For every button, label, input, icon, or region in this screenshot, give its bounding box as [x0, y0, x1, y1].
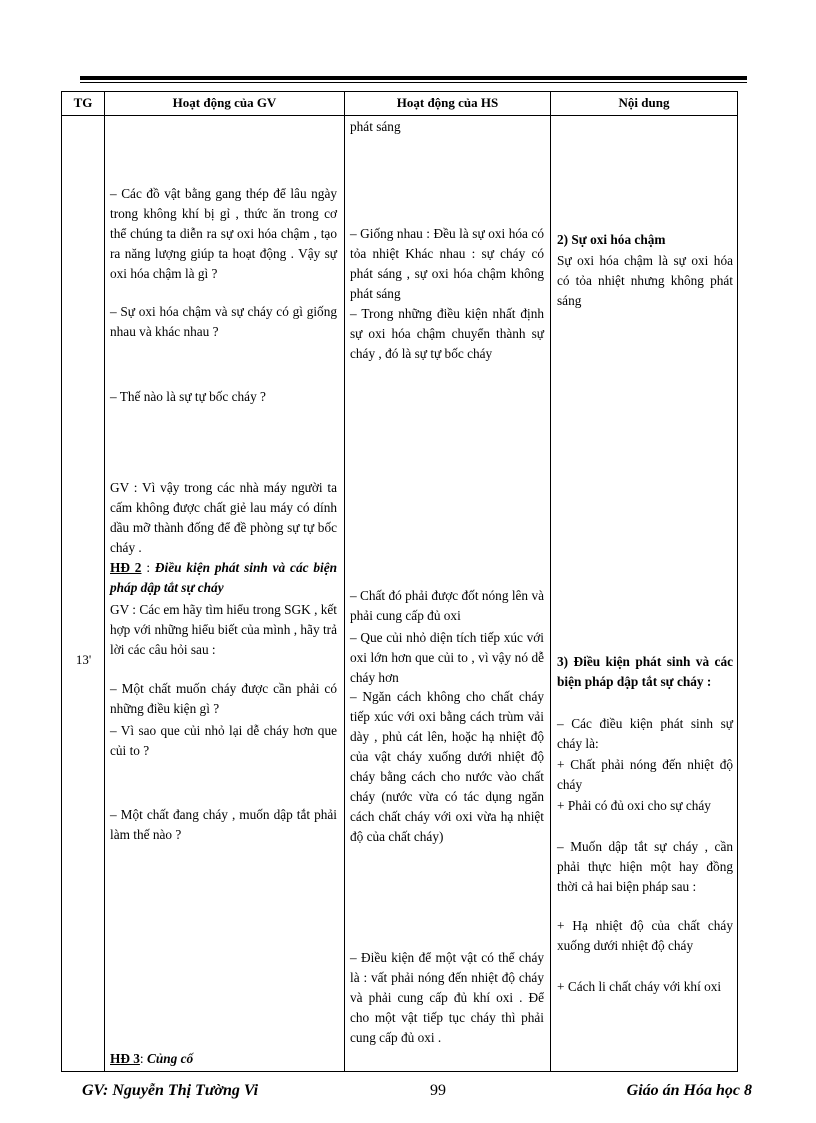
nd-p3f: + Cách li chất cháy với khí oxi [557, 979, 722, 994]
header-rule-thin [80, 82, 747, 83]
hs-p3: – Chất đó phải được đốt nóng lên và phải cung cấp đủ oxi [350, 588, 544, 623]
hs-p1: – Giống nhau : Đều là sự oxi hóa có tỏa nhiệt Khác nhau : sự cháy có phát sáng , sự oxi hóa chậm không phát sáng [350, 226, 544, 301]
lesson-table [61, 91, 738, 1072]
hs-p4: – Que củi nhỏ diện tích tiếp xúc với oxi lớn hơn que củi to , vì vậy nó dễ cháy hơn [350, 630, 544, 685]
hs-p6: – Điều kiện để một vật có thể cháy là : vất phải nóng đến nhiệt độ cháy và phải cung cấp đủ khí oxi . Để cho một vật tiếp tục cháy thì phải cung cấp đủ oxi . [350, 950, 544, 1045]
gv-p1: – Các đồ vật bằng gang thép để lâu ngày trong không khí bị gỉ , thức ăn trong cơ thể chúng ta diễn ra sự oxi hóa chậm , tạo ra năng lượng giúp ta hoạt động . Vậy sự oxi hóa chậm là gì ? [110, 186, 337, 281]
gv-p3: – Thế nào là sự tự bốc cháy ? [110, 389, 266, 404]
nd-p3a: – Các điều kiện phát sinh sự cháy là: [557, 716, 733, 751]
nd-h3: 3) Điều kiện phát sinh và các biện pháp dập tắt sự cháy : [557, 654, 733, 689]
footer-author: GV: Nguyễn Thị Tường Vi [82, 1082, 259, 1099]
footer-subject: Giáo án Hóa học 8 [626, 1082, 752, 1099]
nd-p2: Sự oxi hóa chậm là sự oxi hóa có tỏa nhiệt nhưng không phát sáng [557, 253, 733, 308]
nd-h2: 2) Sự oxi hóa chậm [557, 232, 666, 247]
hs-p0: phát sáng [350, 119, 401, 134]
header-divider [62, 115, 737, 116]
gv-hd2 [110, 558, 337, 598]
gv-p2: – Sự oxi hóa chậm và sự cháy có gì giống nhau và khác nhau ? [110, 304, 337, 339]
nd-p3d: – Muốn dập tắt sự cháy , cần phải thực hiện một hay đồng thời cả hai biện pháp sau : [557, 839, 733, 894]
tg-value: 13' [75, 652, 92, 667]
col-divider-2 [344, 92, 345, 1071]
nd-p3b: + Chất phải nóng đến nhiệt độ cháy [557, 757, 733, 792]
page-number: 99 [430, 1082, 446, 1099]
hd2-title: Điều kiện phát sinh và các biện pháp dập tắt sự cháy [110, 560, 338, 595]
col-divider-3 [550, 92, 551, 1071]
header-hs: Hoạt động của HS [396, 95, 499, 110]
hd3-label: HĐ 3 [110, 1051, 140, 1066]
nd-p3c: + Phải có đủ oxi cho sự cháy [557, 798, 711, 813]
header-rule-thick [80, 76, 747, 80]
gv-hd3 [110, 1049, 337, 1069]
header-nd: Nội dung [618, 95, 670, 110]
gv-p7: – Vì sao que củi nhỏ lại dễ cháy hơn que củi to ? [110, 723, 337, 758]
header-gv: Hoạt động của GV [172, 95, 277, 110]
hs-p2: – Trong những điều kiện nhất định sự oxi hóa chậm chuyển thành sự cháy , đó là sự tự bốc cháy [350, 306, 544, 361]
gv-p5: GV : Các em hãy tìm hiểu trong SGK , kết hợp với những hiểu biết của mình , hãy trả lời các câu hỏi sau : [110, 602, 337, 657]
col-divider-1 [104, 92, 105, 1071]
hd3-title: Củng cố [146, 1051, 194, 1066]
header-tg: TG [73, 95, 93, 110]
hd2-sep: : [141, 560, 155, 575]
gv-p6: – Một chất muốn cháy được cần phải có những điều kiện gì ? [110, 681, 337, 716]
hd2-label: HĐ 2 [110, 560, 142, 575]
hd3-sep: : [139, 1051, 147, 1066]
nd-p3e: + Hạ nhiệt độ của chất cháy xuống dưới nhiệt độ cháy [557, 918, 733, 953]
gv-p4: GV : Vì vậy trong các nhà máy người ta cấm không được chất giẻ lau máy có dính dầu mỡ thành đống để đề phòng sự tự bốc cháy . [110, 480, 337, 555]
gv-p8: – Một chất đang cháy , muốn dập tắt phải làm thế nào ? [110, 807, 337, 842]
hs-p5: – Ngăn cách không cho chất cháy tiếp xúc với oxi bằng cách trùm vải dày , phủ cát lên, hoặc hạ nhiệt độ của vật cháy xuống dưới nhiệt độ cháy bằng cách cho nước vào chất cháy (nước vừa có tác dụng ngăn cách chất cháy với oxi vừa hạ nhiệt độ của chất cháy) [350, 689, 544, 844]
